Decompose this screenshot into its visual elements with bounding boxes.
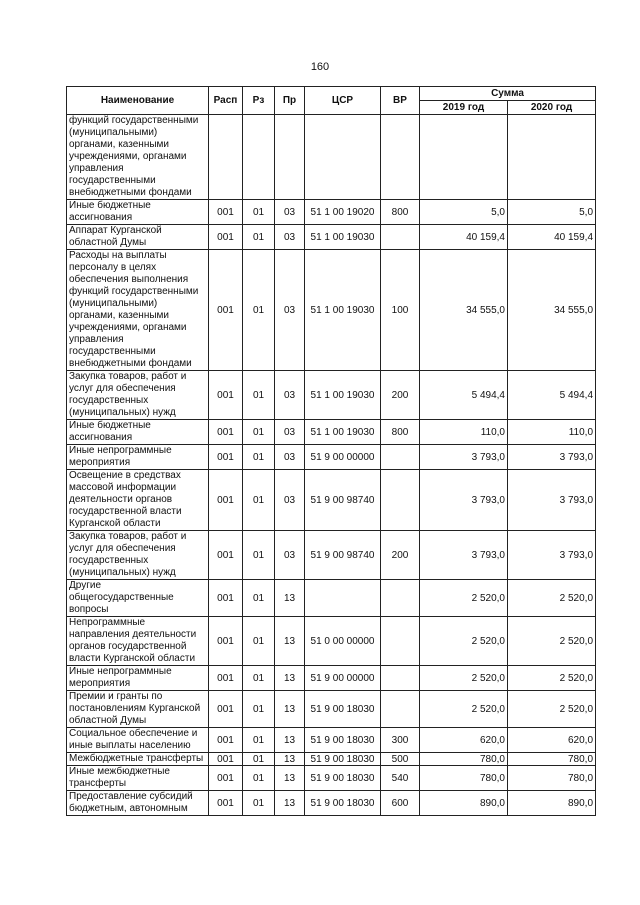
row-vr: 300 xyxy=(381,728,420,753)
row-csr: 51 1 00 19030 xyxy=(305,250,381,371)
row-vr xyxy=(381,445,420,470)
row-vr: 200 xyxy=(381,371,420,420)
row-sum-2019: 2 520,0 xyxy=(420,691,508,728)
row-rz: 01 xyxy=(243,580,275,617)
row-rasp: 001 xyxy=(209,200,243,225)
table-row xyxy=(67,617,596,666)
row-pr: 13 xyxy=(275,617,305,666)
row-rasp: 001 xyxy=(209,753,243,766)
row-vr: 500 xyxy=(381,753,420,766)
row-sum-2019: 40 159,4 xyxy=(420,225,508,250)
row-sum-2019: 3 793,0 xyxy=(420,531,508,580)
row-sum-2019: 34 555,0 xyxy=(420,250,508,371)
row-sum-2019: 2 520,0 xyxy=(420,580,508,617)
row-vr xyxy=(381,115,420,200)
row-csr xyxy=(305,115,381,200)
row-csr: 51 0 00 00000 xyxy=(305,617,381,666)
row-vr: 100 xyxy=(381,250,420,371)
table-row xyxy=(67,225,596,250)
row-csr: 51 1 00 19020 xyxy=(305,200,381,225)
row-rz: 01 xyxy=(243,666,275,691)
row-name: Освещение в средствах массовой информации деятельности органов государственной власти Курганской области xyxy=(67,470,209,531)
row-sum-2019: 2 520,0 xyxy=(420,666,508,691)
row-sum-2019: 110,0 xyxy=(420,420,508,445)
row-rz: 01 xyxy=(243,617,275,666)
row-rz: 01 xyxy=(243,791,275,816)
row-rz: 01 xyxy=(243,470,275,531)
row-rz: 01 xyxy=(243,250,275,371)
row-pr: 03 xyxy=(275,200,305,225)
table-row xyxy=(67,445,596,470)
row-pr: 03 xyxy=(275,420,305,445)
row-rz: 01 xyxy=(243,371,275,420)
row-name: Межбюджетные трансферты xyxy=(67,753,209,766)
row-pr: 13 xyxy=(275,791,305,816)
row-rz: 01 xyxy=(243,420,275,445)
row-csr: 51 9 00 18030 xyxy=(305,766,381,791)
header-rasp: Расп xyxy=(209,87,243,115)
row-sum-2019: 5,0 xyxy=(420,200,508,225)
row-csr xyxy=(305,580,381,617)
row-sum-2020: 3 793,0 xyxy=(508,470,596,531)
row-pr: 03 xyxy=(275,470,305,531)
row-vr xyxy=(381,617,420,666)
row-sum-2019: 3 793,0 xyxy=(420,470,508,531)
row-rasp: 001 xyxy=(209,766,243,791)
row-csr: 51 9 00 98740 xyxy=(305,531,381,580)
row-rasp: 001 xyxy=(209,250,243,371)
header-year-2020: 2020 год xyxy=(508,101,596,115)
row-csr: 51 9 00 18030 xyxy=(305,753,381,766)
row-vr xyxy=(381,470,420,531)
row-sum-2019: 780,0 xyxy=(420,766,508,791)
table-body xyxy=(67,115,596,816)
row-pr: 13 xyxy=(275,691,305,728)
table-row xyxy=(67,791,596,816)
row-rasp: 001 xyxy=(209,617,243,666)
row-vr xyxy=(381,225,420,250)
table-row xyxy=(67,580,596,617)
row-pr: 13 xyxy=(275,728,305,753)
row-rz: 01 xyxy=(243,691,275,728)
row-pr: 03 xyxy=(275,445,305,470)
row-pr xyxy=(275,115,305,200)
table-row xyxy=(67,766,596,791)
row-csr: 51 9 00 00000 xyxy=(305,666,381,691)
row-name: Закупка товаров, работ и услуг для обеспечения государственных (муниципальных) нужд xyxy=(67,371,209,420)
row-sum-2020: 3 793,0 xyxy=(508,531,596,580)
row-csr: 51 1 00 19030 xyxy=(305,420,381,445)
row-rz: 01 xyxy=(243,445,275,470)
row-name: Закупка товаров, работ и услуг для обеспечения государственных (муниципальных) нужд xyxy=(67,531,209,580)
row-rz: 01 xyxy=(243,766,275,791)
row-vr xyxy=(381,691,420,728)
row-sum-2019: 890,0 xyxy=(420,791,508,816)
row-rasp: 001 xyxy=(209,420,243,445)
row-sum-2020: 2 520,0 xyxy=(508,691,596,728)
table-row xyxy=(67,371,596,420)
row-sum-2020: 780,0 xyxy=(508,766,596,791)
row-name: Иные межбюджетные трансферты xyxy=(67,766,209,791)
table-row xyxy=(67,666,596,691)
row-sum-2020: 5,0 xyxy=(508,200,596,225)
row-rasp: 001 xyxy=(209,470,243,531)
row-pr: 03 xyxy=(275,531,305,580)
row-sum-2020: 780,0 xyxy=(508,753,596,766)
row-name: Иные бюджетные ассигнования xyxy=(67,420,209,445)
row-sum-2020 xyxy=(508,115,596,200)
row-vr: 600 xyxy=(381,791,420,816)
row-sum-2020: 890,0 xyxy=(508,791,596,816)
row-vr: 540 xyxy=(381,766,420,791)
row-csr: 51 1 00 19030 xyxy=(305,225,381,250)
row-sum-2019: 5 494,4 xyxy=(420,371,508,420)
row-rasp: 001 xyxy=(209,791,243,816)
row-name: Иные бюджетные ассигнования xyxy=(67,200,209,225)
table-header xyxy=(67,87,596,115)
row-vr: 800 xyxy=(381,200,420,225)
table-row xyxy=(67,753,596,766)
row-vr xyxy=(381,666,420,691)
row-pr: 13 xyxy=(275,766,305,791)
row-csr: 51 9 00 00000 xyxy=(305,445,381,470)
row-pr: 13 xyxy=(275,753,305,766)
row-name: Предоставление субсидий бюджетным, автономным xyxy=(67,791,209,816)
row-pr: 13 xyxy=(275,580,305,617)
row-sum-2020: 40 159,4 xyxy=(508,225,596,250)
row-vr: 200 xyxy=(381,531,420,580)
row-rasp: 001 xyxy=(209,225,243,250)
table-row xyxy=(67,420,596,445)
row-rz: 01 xyxy=(243,200,275,225)
row-rz: 01 xyxy=(243,753,275,766)
row-rasp: 001 xyxy=(209,728,243,753)
row-name: Иные непрограммные мероприятия xyxy=(67,666,209,691)
row-sum-2019: 2 520,0 xyxy=(420,617,508,666)
header-sum: Сумма xyxy=(420,87,596,101)
header-year-2019: 2019 год xyxy=(420,101,508,115)
row-sum-2020: 3 793,0 xyxy=(508,445,596,470)
row-rasp xyxy=(209,115,243,200)
header-csr: ЦСР xyxy=(305,87,381,115)
row-pr: 03 xyxy=(275,250,305,371)
row-sum-2019: 620,0 xyxy=(420,728,508,753)
row-sum-2020: 5 494,4 xyxy=(508,371,596,420)
row-name: Расходы на выплаты персоналу в целях обеспечения выполнения функций государственными (муниципальными) органами, казенными учреждениями, органами управления государственными внебюджетными фондами xyxy=(67,250,209,371)
row-rz: 01 xyxy=(243,225,275,250)
row-name: Аппарат Курганской областной Думы xyxy=(67,225,209,250)
row-vr: 800 xyxy=(381,420,420,445)
row-csr: 51 1 00 19030 xyxy=(305,371,381,420)
header-pr: Пр xyxy=(275,87,305,115)
row-pr: 03 xyxy=(275,225,305,250)
row-sum-2020: 2 520,0 xyxy=(508,580,596,617)
table-row xyxy=(67,691,596,728)
table-row xyxy=(67,115,596,200)
row-rz xyxy=(243,115,275,200)
row-pr: 03 xyxy=(275,371,305,420)
row-sum-2020: 2 520,0 xyxy=(508,617,596,666)
row-rz: 01 xyxy=(243,728,275,753)
row-sum-2020: 620,0 xyxy=(508,728,596,753)
header-name: Наименование xyxy=(67,87,209,115)
budget-table xyxy=(66,86,596,816)
row-csr: 51 9 00 18030 xyxy=(305,728,381,753)
row-name: функций государственными (муниципальными) органами, казенными учреждениями, органами управления государственными внебюджетными фондами xyxy=(67,115,209,200)
row-csr: 51 9 00 18030 xyxy=(305,691,381,728)
row-rasp: 001 xyxy=(209,666,243,691)
row-sum-2019: 3 793,0 xyxy=(420,445,508,470)
row-rasp: 001 xyxy=(209,371,243,420)
table-row xyxy=(67,728,596,753)
row-rasp: 001 xyxy=(209,445,243,470)
row-sum-2020: 2 520,0 xyxy=(508,666,596,691)
row-pr: 13 xyxy=(275,666,305,691)
row-name: Непрограммные направления деятельности органов государственной власти Курганской области xyxy=(67,617,209,666)
row-vr xyxy=(381,580,420,617)
row-rasp: 001 xyxy=(209,691,243,728)
row-sum-2020: 110,0 xyxy=(508,420,596,445)
row-sum-2019 xyxy=(420,115,508,200)
header-vr: ВР xyxy=(381,87,420,115)
row-name: Премии и гранты по постановлениям Курганской областной Думы xyxy=(67,691,209,728)
table-row xyxy=(67,531,596,580)
row-sum-2019: 780,0 xyxy=(420,753,508,766)
table-row xyxy=(67,470,596,531)
page-number: 160 xyxy=(310,61,330,73)
row-name: Другие общегосударственные вопросы xyxy=(67,580,209,617)
table-row xyxy=(67,250,596,371)
row-sum-2020: 34 555,0 xyxy=(508,250,596,371)
row-rz: 01 xyxy=(243,531,275,580)
table-row xyxy=(67,200,596,225)
row-csr: 51 9 00 98740 xyxy=(305,470,381,531)
row-rasp: 001 xyxy=(209,531,243,580)
row-name: Иные непрограммные мероприятия xyxy=(67,445,209,470)
header-rz: Рз xyxy=(243,87,275,115)
row-csr: 51 9 00 18030 xyxy=(305,791,381,816)
row-name: Социальное обеспечение и иные выплаты населению xyxy=(67,728,209,753)
row-rasp: 001 xyxy=(209,580,243,617)
